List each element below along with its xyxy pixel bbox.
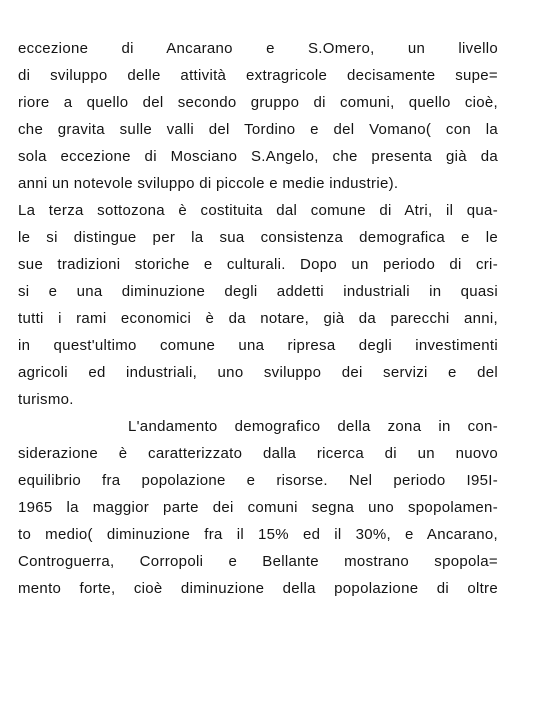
paragraph-start-line: L'andamento demografico della zona in con- xyxy=(128,418,498,435)
text-line: tutti i rami economici è da notare, già da parecchi anni, xyxy=(18,310,498,327)
text-line: equilibrio fra popolazione e risorse. Nel periodo I95I- xyxy=(18,472,498,489)
text-line: Controguerra, Corropoli e Bellante mostrano spopola= xyxy=(18,553,498,570)
text-line: eccezione di Ancarano e S.Omero, un livello xyxy=(18,40,498,57)
body-text xyxy=(18,35,498,602)
text-line: di sviluppo delle attività extragricole decisamente supe= xyxy=(18,67,498,84)
text-line: to medio( diminuzione fra il 15% ed il 30%, e Ancarano, xyxy=(18,526,498,543)
text-line: le si distingue per la sua consistenza demografica e le xyxy=(18,229,498,246)
text-line: turismo. xyxy=(18,391,74,408)
text-line: si e una diminuzione degli addetti industriali in quasi xyxy=(18,283,498,300)
text-line: riore a quello del secondo gruppo di comuni, quello cioè, xyxy=(18,94,498,111)
text-line: che gravita sulle valli del Tordino e del Vomano( con la xyxy=(18,121,498,138)
text-line: in quest'ultimo comune una ripresa degli investimenti xyxy=(18,337,498,354)
text-line: sola eccezione di Mosciano S.Angelo, che presenta già da xyxy=(18,148,498,165)
text-line: siderazione è caratterizzato dalla ricerca di un nuovo xyxy=(18,445,498,462)
text-line: agricoli ed industriali, uno sviluppo dei servizi e del xyxy=(18,364,498,381)
text-line: La terza sottozona è costituita dal comune di Atri, il qua- xyxy=(18,202,498,219)
text-line: mento forte, cioè diminuzione della popolazione di oltre xyxy=(18,580,498,597)
text-line: anni un notevole sviluppo di piccole e medie industrie). xyxy=(18,175,399,192)
text-line: sue tradizioni storiche e culturali. Dopo un periodo di cri- xyxy=(18,256,498,273)
text-line: 1965 la maggior parte dei comuni segna uno spopolamen- xyxy=(18,499,498,516)
